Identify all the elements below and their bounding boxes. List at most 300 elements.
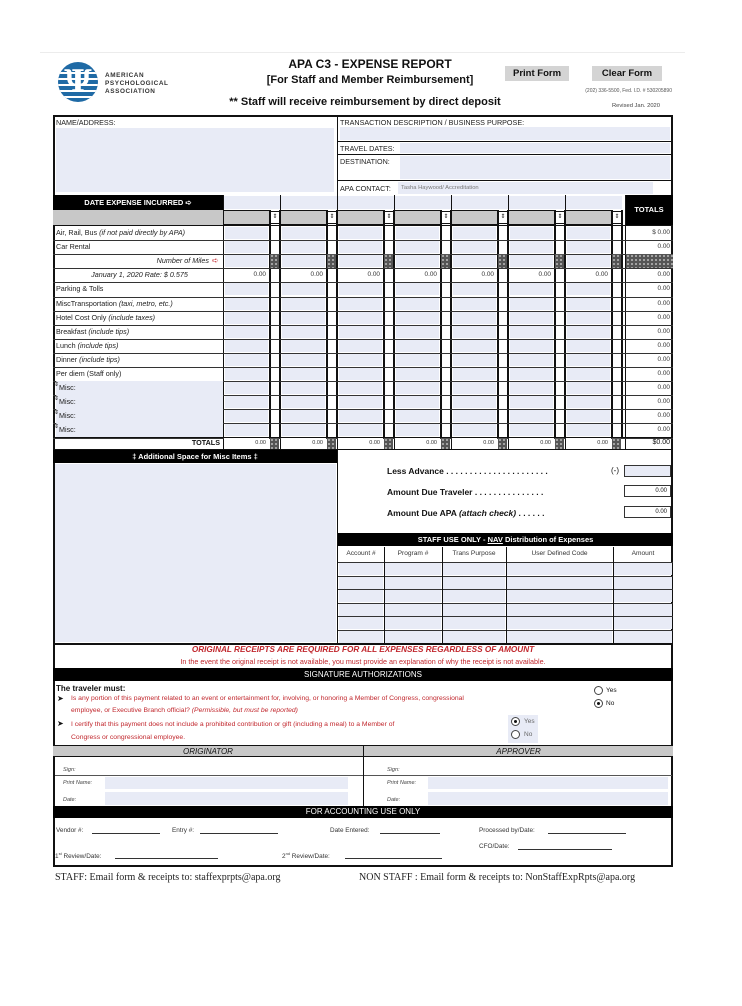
row-label-text: Dinner	[56, 354, 80, 364]
sort-icon[interactable]: ⇕	[327, 211, 337, 224]
expense-cell[interactable]	[282, 255, 325, 267]
destination-input[interactable]	[400, 156, 670, 179]
due-apa-dots: . . . . . .	[516, 508, 545, 518]
expense-cell[interactable]	[567, 410, 610, 422]
expense-cell[interactable]	[453, 283, 496, 295]
row-label-text: Per diem (Staff only)	[56, 369, 122, 378]
expense-cell[interactable]	[453, 410, 496, 422]
staff-cell[interactable]	[507, 577, 612, 589]
row-label-text: Car Rental	[56, 242, 91, 252]
expense-cell[interactable]	[567, 326, 610, 338]
traveler-must: The traveler must:	[56, 684, 126, 693]
staff-cell[interactable]	[443, 590, 505, 602]
staff-cell[interactable]	[443, 631, 505, 643]
row-total: 0.00	[657, 370, 670, 377]
expense-cell[interactable]	[396, 241, 439, 253]
date-expense-header: DATE EXPENSE INCURRED ➪	[53, 195, 223, 210]
staff-cell[interactable]	[443, 604, 505, 616]
row-total: 0.00	[657, 285, 670, 293]
cfo-label: CFO/Date:	[479, 843, 510, 850]
transaction-input[interactable]	[340, 127, 670, 140]
apa-logo-icon: Ψ	[58, 62, 98, 102]
originator-sign-input[interactable]	[95, 762, 355, 774]
expense-cell[interactable]	[396, 382, 439, 394]
expense-cell[interactable]	[225, 298, 268, 310]
divider	[338, 154, 672, 155]
expense-cell[interactable]	[339, 298, 382, 310]
bullet-icon: ➤	[57, 719, 64, 728]
staff-cell[interactable]	[614, 631, 672, 643]
col-line	[508, 195, 509, 449]
date-header-spacer	[53, 210, 223, 225]
staff-cell[interactable]	[339, 590, 383, 602]
expense-cell[interactable]	[225, 241, 268, 253]
expense-cell[interactable]	[339, 354, 382, 366]
row-label-text: Number of Miles	[156, 256, 209, 266]
mileage-amount: 0.00	[310, 271, 323, 279]
phone-fed-id: (202) 336-5500, Fed. I.D. # 530205890	[585, 88, 672, 94]
expense-cell[interactable]	[510, 255, 553, 267]
misc-divider	[337, 449, 338, 643]
expense-row-label	[53, 353, 223, 367]
expense-cell[interactable]	[339, 283, 382, 295]
expense-cell[interactable]	[396, 340, 439, 352]
expense-cell[interactable]	[510, 227, 553, 239]
less-advance-label: Less Advance . . . . . . . . . . . . . . . . . . . . . .	[387, 466, 548, 476]
due-apa-value: 0.00	[624, 506, 671, 518]
row-label-text[interactable]: Misc:	[59, 397, 76, 407]
col-line	[384, 547, 385, 643]
staff-cell[interactable]	[385, 631, 441, 643]
expense-cell[interactable]	[567, 298, 610, 310]
expense-cell[interactable]	[510, 283, 553, 295]
expense-cell[interactable]	[510, 326, 553, 338]
transaction-label: TRANSACTION DESCRIPTION / BUSINESS PURPOSE:	[340, 118, 525, 127]
expense-cell[interactable]	[567, 255, 610, 267]
expense-cell[interactable]	[339, 255, 382, 267]
date-header-cell-5	[451, 210, 498, 225]
staff-cell[interactable]	[385, 563, 441, 575]
clear-form-button[interactable]: Clear Form	[592, 66, 662, 81]
vendor-input[interactable]	[92, 826, 160, 834]
vendor-label: Vendor #:	[56, 827, 84, 834]
expense-cell[interactable]	[225, 382, 268, 394]
review2-text: Review/Date:	[290, 853, 330, 861]
expense-cell[interactable]	[282, 354, 325, 366]
expense-cell[interactable]	[339, 312, 382, 324]
processed-input[interactable]	[548, 826, 626, 834]
checker-pattern	[612, 438, 621, 449]
expense-row-label	[53, 240, 223, 254]
checker-pattern	[626, 254, 673, 268]
approver-print-name-input[interactable]	[428, 777, 668, 789]
expense-cell[interactable]	[453, 241, 496, 253]
expense-cell[interactable]	[396, 298, 439, 310]
originator-date-label: Date:	[63, 797, 77, 803]
staff-col-header: Amount	[631, 550, 655, 557]
review1-label	[55, 851, 101, 860]
col-line	[394, 195, 395, 449]
expense-cell[interactable]	[225, 424, 268, 436]
expense-cell[interactable]	[225, 255, 268, 267]
org-name-line1: AMERICAN	[105, 72, 145, 79]
expense-cell[interactable]	[282, 227, 325, 239]
expense-cell[interactable]	[567, 396, 610, 408]
q2-no-label: No	[524, 731, 533, 738]
sort-icon[interactable]: ⇕	[498, 211, 508, 224]
due-apa-label	[387, 508, 544, 518]
staff-col-header: Account #	[346, 550, 376, 557]
expense-cell[interactable]	[396, 424, 439, 436]
staff-cell[interactable]	[443, 563, 505, 575]
due-apa-note: (attach check)	[458, 508, 517, 518]
expense-cell[interactable]	[282, 410, 325, 422]
review2-label	[282, 851, 330, 860]
expense-cell[interactable]	[225, 368, 268, 380]
totals-header: TOTALS	[625, 195, 673, 225]
expense-cell[interactable]	[510, 424, 553, 436]
expense-cell[interactable]	[225, 283, 268, 295]
sort-icon[interactable]: ⇕	[270, 211, 280, 224]
row-label-note: (if not paid directly by APA)	[99, 228, 186, 237]
q1-yes-label: Yes	[606, 687, 617, 694]
originator-label: ORIGINATOR	[183, 747, 233, 756]
mileage-amount: 0.00	[367, 271, 380, 279]
expense-cell[interactable]	[282, 396, 325, 408]
approver-label: APPROVER	[496, 747, 541, 756]
expense-cell[interactable]	[225, 326, 268, 338]
staff-cell[interactable]	[507, 563, 612, 575]
expense-row-label	[53, 297, 223, 311]
expense-cell[interactable]	[339, 382, 382, 394]
expense-cell[interactable]	[282, 312, 325, 324]
staff-cell[interactable]	[507, 631, 612, 643]
checker-pattern	[441, 438, 450, 449]
expense-cell[interactable]	[396, 410, 439, 422]
mileage-amount: 0.00	[253, 271, 266, 279]
staff-cell[interactable]	[507, 617, 612, 629]
staff-cell[interactable]	[507, 590, 612, 602]
date-input-6[interactable]	[509, 196, 565, 209]
col-line	[337, 195, 338, 449]
expense-cell[interactable]	[225, 410, 268, 422]
due-traveler-label: Amount Due Traveler . . . . . . . . . . . . . . .	[387, 487, 544, 497]
expense-cell[interactable]	[510, 410, 553, 422]
q2-text2: Congress or congressional employee.	[71, 734, 186, 741]
row-label-note: (include tips)	[79, 354, 120, 364]
mileage-amount: 0.00	[595, 271, 608, 279]
row-label-text[interactable]: Misc:	[59, 411, 76, 421]
processed-label: Processed by/Date:	[479, 827, 535, 834]
staff-cell[interactable]	[614, 577, 672, 589]
expense-cell[interactable]	[282, 326, 325, 338]
row-label-text[interactable]: Misc:	[59, 383, 76, 393]
expense-cell[interactable]	[453, 312, 496, 324]
divider	[55, 775, 363, 776]
checker-pattern	[327, 438, 336, 449]
sort-icon[interactable]: ⇕	[612, 211, 622, 224]
date-header-cell-7	[565, 210, 612, 225]
row-total: 0.00	[657, 299, 670, 307]
row-label-note: (include taxes)	[108, 312, 156, 322]
print-form-button[interactable]: Print Form	[505, 66, 569, 81]
staff-cell[interactable]	[385, 590, 441, 602]
date-input-3[interactable]	[338, 196, 394, 209]
expense-cell[interactable]	[567, 368, 610, 380]
revised-date: Revised Jan. 2020	[611, 103, 660, 109]
row-total: 0.00	[657, 243, 670, 251]
expense-cell[interactable]	[567, 241, 610, 253]
staff-cell[interactable]	[385, 577, 441, 589]
approver-sign-input[interactable]	[415, 762, 670, 774]
sort-icon[interactable]: ⇕	[54, 410, 60, 417]
date-input-7[interactable]	[566, 196, 622, 209]
expense-cell[interactable]	[453, 368, 496, 380]
col-line	[565, 195, 566, 449]
checker-pattern	[384, 254, 393, 268]
expense-cell[interactable]	[510, 312, 553, 324]
expense-cell[interactable]	[339, 410, 382, 422]
staff-cell[interactable]	[614, 590, 672, 602]
row-label-note: (include tips)	[88, 326, 130, 336]
divider	[338, 180, 672, 181]
expense-cell[interactable]	[396, 326, 439, 338]
expense-cell[interactable]	[567, 382, 610, 394]
receipts-explanation: In the event the original receipt is not available, you must provide an explanation of why the receipt is not available.	[180, 657, 546, 666]
staff-cell[interactable]	[443, 617, 505, 629]
expense-cell[interactable]	[339, 368, 382, 380]
misc-space-input[interactable]	[55, 464, 336, 642]
staff-cell[interactable]	[385, 604, 441, 616]
row-total: 0.00	[657, 313, 670, 321]
staff-use-header	[338, 533, 673, 546]
expense-cell[interactable]	[282, 298, 325, 310]
sort-icon[interactable]: ⇕	[54, 424, 60, 431]
q1-yes-radio[interactable]	[594, 686, 603, 695]
entry-input[interactable]	[200, 826, 278, 834]
q1-text2-main: employee, or Executive Branch official?	[71, 707, 192, 714]
expense-cell[interactable]	[282, 368, 325, 380]
expense-row-label	[53, 254, 223, 268]
row-label-text: MiscTransportation	[56, 298, 119, 308]
expense-cell[interactable]	[453, 227, 496, 239]
staff-col-header: User Defined Code	[531, 550, 588, 557]
date-input-4[interactable]	[395, 196, 451, 209]
staff-email-note: STAFF: Email form & receipts to: staffexprpts@apa.org	[55, 872, 281, 883]
column-total: 0.00	[338, 438, 383, 449]
expense-cell[interactable]	[453, 396, 496, 408]
sign-divider	[363, 745, 364, 807]
checker-pattern	[270, 438, 279, 449]
approver-date-input[interactable]	[428, 792, 668, 805]
checker-pattern	[498, 438, 507, 449]
expense-cell[interactable]	[396, 368, 439, 380]
expense-cell[interactable]	[339, 424, 382, 436]
expense-cell[interactable]	[453, 298, 496, 310]
date-input-5[interactable]	[452, 196, 508, 209]
expense-row-label	[56, 381, 223, 395]
review1-sup: st	[58, 851, 62, 856]
review2-input[interactable]	[345, 851, 442, 859]
expense-cell[interactable]	[282, 424, 325, 436]
staff-cell[interactable]	[339, 577, 383, 589]
staff-cell[interactable]	[385, 617, 441, 629]
org-name-line3: ASSOCIATION	[105, 88, 156, 95]
q1-text2	[71, 707, 298, 714]
checker-pattern	[498, 254, 507, 268]
row-total: 0.00	[657, 355, 670, 363]
q1-no-label: No	[606, 700, 615, 707]
column-total: 0.00	[452, 438, 497, 449]
q1-text: Is any portion of this payment related to an event or entertainment for, involving, or honoring a Member of Congress, congressional	[71, 695, 464, 702]
info-divider	[337, 116, 338, 196]
sort-icon[interactable]: ⇕	[54, 396, 60, 403]
q1-no-radio[interactable]	[594, 699, 603, 708]
expense-cell[interactable]	[510, 368, 553, 380]
expense-cell[interactable]	[510, 298, 553, 310]
originator-print-name-label: Print Name:	[63, 780, 93, 786]
expense-cell[interactable]	[567, 424, 610, 436]
expense-cell[interactable]	[510, 241, 553, 253]
sort-icon[interactable]: ⇕	[384, 211, 394, 224]
less-advance-input[interactable]	[624, 465, 671, 477]
row-label-text: Hotel Cost Only	[56, 312, 109, 322]
sort-icon[interactable]: ⇕	[441, 211, 451, 224]
expense-cell[interactable]	[567, 227, 610, 239]
name-address-input[interactable]	[56, 128, 334, 192]
expense-cell[interactable]	[567, 283, 610, 295]
expense-cell[interactable]	[282, 283, 325, 295]
row-label-text: January 1, 2020 Rate: $ 0.575	[91, 270, 188, 280]
date-entered-label: Date Entered:	[330, 827, 370, 834]
expense-cell[interactable]	[282, 382, 325, 394]
expense-cell[interactable]	[225, 396, 268, 408]
expense-cell[interactable]	[567, 354, 610, 366]
row-label-text: Lunch	[56, 340, 78, 350]
sort-icon[interactable]: ⇕	[54, 382, 60, 389]
staff-cell[interactable]	[614, 563, 672, 575]
originator-print-name-input[interactable]	[105, 777, 348, 789]
row-total: 0.00	[657, 341, 670, 349]
approver-print-name-label: Print Name:	[387, 780, 417, 786]
staff-col-header: Trans Purpose	[452, 550, 496, 557]
expense-cell[interactable]	[396, 227, 439, 239]
column-total: 0.00	[395, 438, 440, 449]
staff-cell[interactable]	[507, 604, 612, 616]
expense-cell[interactable]	[453, 340, 496, 352]
staff-cell[interactable]	[339, 604, 383, 616]
expense-cell[interactable]	[339, 241, 382, 253]
checker-pattern	[555, 254, 564, 268]
misc-space-header: ‡ Additional Space for Misc Items ‡	[53, 450, 337, 463]
row-total: 0.00	[657, 426, 670, 434]
expense-cell[interactable]	[510, 382, 553, 394]
q2-text: I certify that this payment does not include a prohibited contribution or gift (including a meal) to a Member of	[71, 721, 395, 728]
expense-cell[interactable]	[282, 340, 325, 352]
col-line	[451, 195, 452, 449]
bullet-icon: ➤	[57, 694, 64, 703]
expense-cell[interactable]	[396, 255, 439, 267]
review2-num: 2	[282, 853, 286, 861]
checker-pattern	[612, 254, 621, 268]
expense-cell[interactable]	[225, 340, 268, 352]
row-label-text[interactable]: Misc:	[59, 425, 76, 435]
expense-cell[interactable]	[453, 382, 496, 394]
due-traveler-value: 0.00	[624, 485, 671, 497]
expense-cell[interactable]	[510, 396, 553, 408]
expense-cell[interactable]	[453, 424, 496, 436]
apa-contact-input[interactable]: Tasha Haywood/ Accreditation	[398, 182, 653, 194]
originator-date-input[interactable]	[105, 792, 348, 805]
q2-no-radio[interactable]	[511, 730, 520, 739]
checker-pattern	[555, 438, 564, 449]
date-input-2[interactable]	[281, 196, 337, 209]
review1-input[interactable]	[115, 851, 218, 859]
expense-cell[interactable]	[510, 354, 553, 366]
staff-use-header-pre: STAFF USE ONLY -	[417, 535, 488, 544]
date-input-1[interactable]	[224, 196, 280, 209]
expense-cell[interactable]	[567, 312, 610, 324]
travel-dates-input[interactable]	[400, 143, 670, 153]
date-header-cell-3	[337, 210, 384, 225]
staff-cell[interactable]	[339, 617, 383, 629]
name-address-label: NAME/ADDRESS:	[56, 118, 116, 127]
row-total: $ 0.00	[652, 229, 670, 236]
cfo-input[interactable]	[518, 842, 612, 850]
row-total: 0.00	[657, 327, 670, 335]
col-line	[280, 195, 281, 449]
staff-cell[interactable]	[614, 617, 672, 629]
expense-cell[interactable]	[225, 312, 268, 324]
approver-date-label: Date:	[387, 797, 401, 803]
row-total: 0.00	[657, 384, 670, 392]
expense-cell[interactable]	[339, 227, 382, 239]
grand-total: $0.00	[652, 439, 670, 446]
expense-row-label	[53, 339, 223, 353]
expense-row-label	[53, 268, 223, 282]
staff-cell[interactable]	[339, 631, 383, 643]
receipts-warning: ORIGINAL RECEIPTS ARE REQUIRED FOR ALL EXPENSES REGARDLESS OF AMOUNT	[191, 645, 535, 654]
expense-cell[interactable]	[225, 354, 268, 366]
expense-row-label	[56, 395, 223, 409]
less-advance-sign: (-)	[611, 466, 619, 475]
expense-cell[interactable]	[396, 396, 439, 408]
staff-cell[interactable]	[443, 577, 505, 589]
page-subtitle: [For Staff and Member Reimbursement]	[266, 74, 474, 86]
expense-cell[interactable]	[225, 227, 268, 239]
col-line	[442, 547, 443, 643]
expense-cell[interactable]	[396, 354, 439, 366]
expense-cell[interactable]	[453, 354, 496, 366]
expense-cell[interactable]	[396, 312, 439, 324]
expense-cell[interactable]	[510, 340, 553, 352]
expense-cell[interactable]	[339, 340, 382, 352]
expense-cell[interactable]	[339, 396, 382, 408]
expense-cell[interactable]	[282, 241, 325, 253]
expense-cell[interactable]	[453, 326, 496, 338]
staff-cell[interactable]	[614, 604, 672, 616]
expense-cell[interactable]	[453, 255, 496, 267]
mileage-amount: 0.00	[538, 271, 551, 279]
sort-icon[interactable]: ⇕	[555, 211, 565, 224]
staff-cell[interactable]	[339, 563, 383, 575]
staff-col-header: Program #	[397, 550, 429, 557]
q2-yes-radio[interactable]	[511, 717, 520, 726]
date-entered-input[interactable]	[380, 826, 440, 834]
expense-cell[interactable]	[339, 326, 382, 338]
expense-cell[interactable]	[396, 283, 439, 295]
expense-cell[interactable]	[567, 340, 610, 352]
